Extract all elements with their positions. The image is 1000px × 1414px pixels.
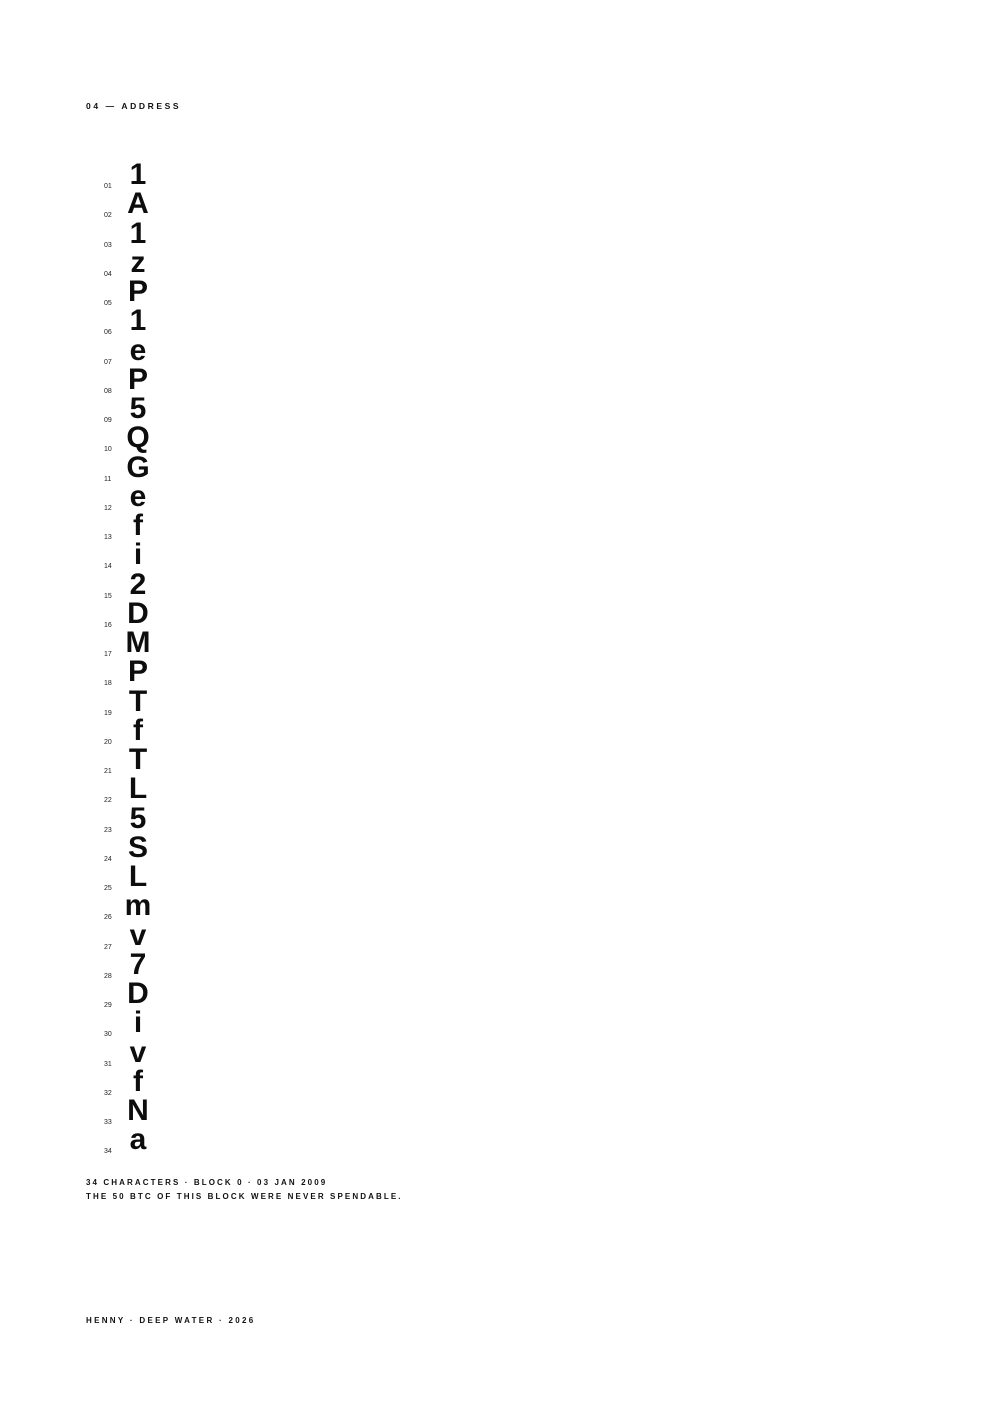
row-number: 23 (104, 826, 112, 834)
row-number: 08 (104, 387, 112, 395)
address-character: P (127, 655, 148, 689)
row-number: 03 (104, 241, 112, 249)
row-number: 31 (104, 1060, 112, 1068)
row-number: 28 (104, 972, 112, 980)
address-character: 1 (129, 158, 147, 191)
row-number: 02 (104, 212, 112, 220)
address-character: 2 (129, 567, 147, 601)
row-number: 20 (104, 738, 112, 746)
row-number: 30 (104, 1031, 112, 1039)
row-number: 11 (104, 475, 112, 483)
address-character: D (127, 977, 149, 1010)
address-character: T (128, 743, 148, 776)
row-number: 19 (104, 709, 112, 717)
row-number: 14 (104, 563, 112, 571)
footer-credit: HENNY · DEEP WATER · 2026 (86, 1316, 256, 1325)
address-character: Q (126, 421, 150, 455)
row-number: 32 (104, 1089, 112, 1097)
row-number: 21 (104, 768, 112, 775)
address-character: 1 (129, 216, 147, 250)
row-number: 29 (104, 1002, 112, 1009)
row-number: 25 (104, 885, 112, 892)
address-character: 5 (129, 392, 147, 425)
address-character: T (128, 684, 148, 718)
address-character: f (133, 1064, 143, 1098)
row-number: 09 (104, 417, 112, 424)
address-character: 7 (129, 947, 147, 981)
address-character: m (124, 889, 152, 923)
address-character: v (129, 918, 147, 952)
address-character: i (133, 1006, 143, 1040)
address-character: M (125, 626, 151, 659)
address-character: L (128, 860, 148, 893)
address-character: A (127, 187, 149, 221)
address-character: G (126, 450, 150, 484)
row-number: 34 (104, 1148, 112, 1156)
row-number: 26 (104, 914, 112, 922)
row-number: 01 (104, 183, 112, 190)
row-number: 05 (104, 300, 112, 307)
address-character-list (0, 0, 300, 1414)
address-character: L (128, 772, 148, 806)
row-number: 12 (104, 504, 112, 512)
section-label: 04 — ADDRESS (86, 101, 182, 111)
address-character: e (129, 333, 147, 367)
address-character: e (129, 479, 147, 513)
row-number: 04 (104, 270, 112, 278)
address-character: v (129, 1035, 147, 1069)
row-number: 22 (104, 797, 112, 805)
row-number: 15 (104, 592, 112, 600)
block-note-line: THE 50 BTC OF THIS BLOCK WERE NEVER SPENDABLE. (86, 1192, 403, 1201)
address-character: i (133, 538, 143, 572)
row-number: 33 (104, 1119, 112, 1126)
row-number: 18 (104, 680, 112, 688)
address-character: f (133, 713, 143, 747)
row-number: 10 (104, 446, 112, 454)
address-character: a (129, 1123, 147, 1157)
row-number: 17 (104, 651, 112, 658)
row-number: 07 (104, 358, 112, 366)
address-character: S (127, 830, 148, 864)
address-character: 1 (129, 304, 147, 338)
address-character: P (127, 275, 148, 308)
row-number: 13 (104, 534, 112, 541)
row-number: 24 (104, 855, 112, 863)
address-character: f (133, 509, 143, 542)
address-character: D (127, 596, 149, 630)
address-character: N (127, 1094, 149, 1127)
row-number: 06 (104, 329, 112, 337)
address-character: P (127, 362, 148, 396)
char-row (0, 1123, 300, 1164)
address-info-line: 34 CHARACTERS · BLOCK 0 · 03 JAN 2009 (86, 1178, 328, 1187)
address-character: z (130, 245, 146, 279)
row-number: 16 (104, 621, 112, 629)
row-number: 27 (104, 943, 112, 951)
address-character: 5 (129, 801, 147, 835)
